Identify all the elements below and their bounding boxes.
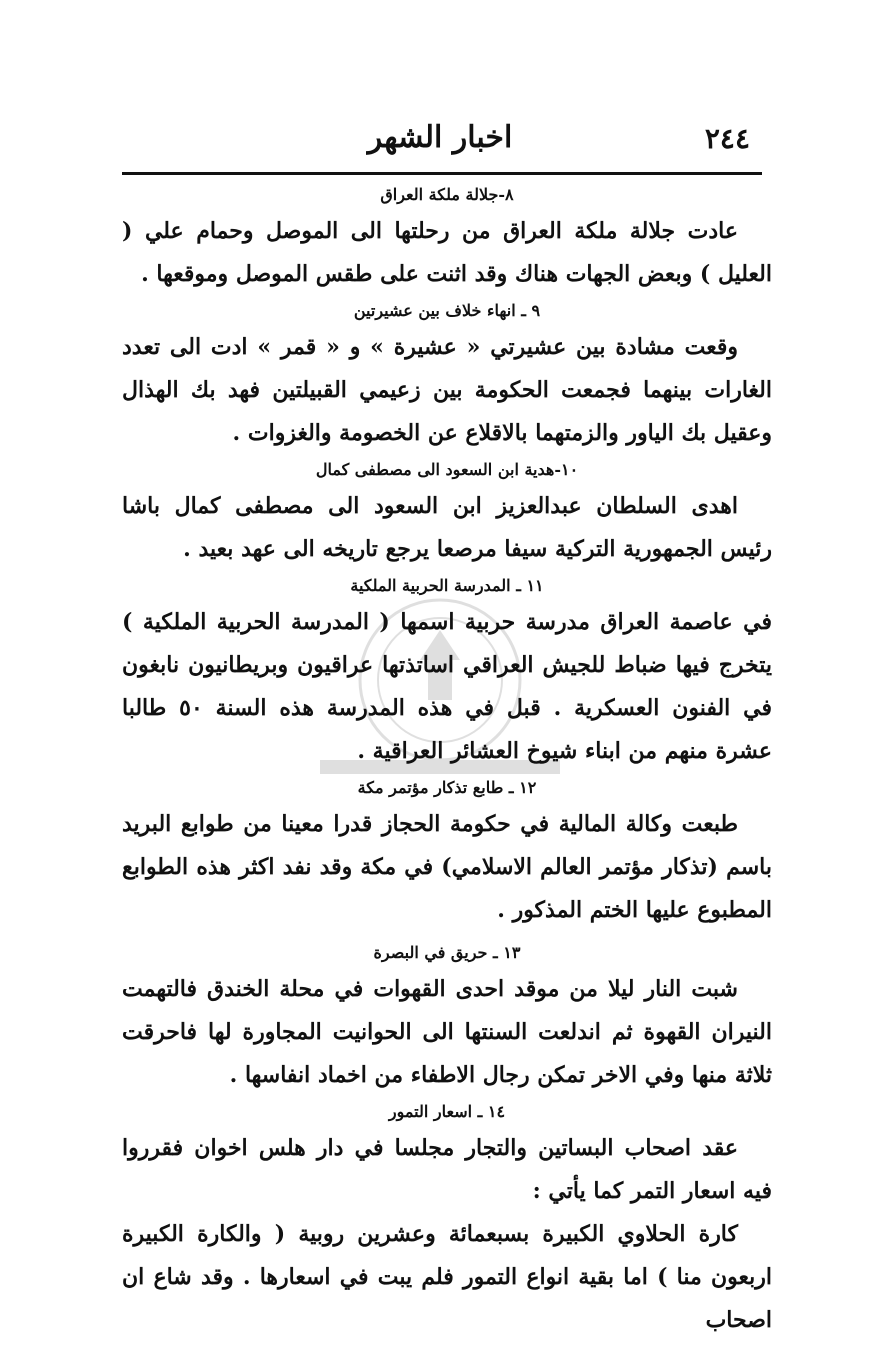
section-heading: ١٢ ـ طابع تذكار مؤتمر مكة	[357, 778, 537, 797]
news-item-military-school	[122, 571, 772, 773]
section-heading: ٨-جلالة ملكة العراق	[380, 185, 514, 204]
paragraph: شبت النار ليلا من موقد احدى القهوات في محلة الخندق فالتهمت النيران القهوة ثم اندلعت السنتها الى الحوانيت المجاورة لها فاحرقت ثلاثة منها وفي الاخر تمكن رجال الاطفاء من اخماد انفاسها .	[122, 976, 772, 1088]
header-rule	[122, 172, 762, 175]
news-item-date-prices	[122, 1097, 772, 1342]
paragraph: طبعت وكالة المالية في حكومة الحجاز قدرا معينا من طوابع البريد باسم (تذكار مؤتمر العالم الاسلامي) في مكة وقد نفد اكثر هذه الطوابع المطبوع عليها الختم المذكور .	[122, 811, 772, 923]
paragraph: وقعت مشادة بين عشيرتي « عشيرة » و « قمر » ادت الى تعدد الغارات بينهما فجمعت الحكومة بين زعيمي القبيلتين فهد بك الهذال وعقيل بك الياور والزمتهما بالاقلاع عن الخصومة والغزوات .	[122, 334, 772, 446]
news-item-tribes	[122, 296, 772, 455]
page-header	[120, 112, 760, 162]
running-title: اخبار الشهر	[367, 120, 513, 155]
section-heading: ١٠-هدية ابن السعود الى مصطفى كمال	[315, 460, 579, 479]
paragraph: اهدى السلطان عبدالعزيز ابن السعود الى مصطفى كمال باشا رئيس الجمهورية التركية سيفا مرصعا يرجع تاريخه الى عهد بعيد .	[122, 493, 772, 562]
page-number: ٢٤٤	[704, 122, 750, 155]
news-item-queen	[122, 180, 772, 296]
section-heading: ٩ ـ انهاء خلاف بين عشيرتين	[353, 301, 541, 320]
news-item-fire	[122, 938, 772, 1097]
paragraph: في عاصمة العراق مدرسة حربية اسمها ( المدرسة الحربية الملكية ) يتخرج فيها ضباط للجيش العراقي اساتذتها عراقيون وبريطانيون نابغون في الفنون العسكرية . قبل في هذه المدرسة هذه السنة ٥٠ طالبا عشرة منهم من ابناء شيوخ العشائر العراقية .	[122, 609, 773, 764]
news-item-gift	[122, 455, 772, 571]
news-item-stamps	[122, 773, 772, 932]
paragraph: عقد اصحاب البساتين والتجار مجلسا في دار هلس اخوان فقرروا فيه اسعار التمر كما يأتي :	[122, 1135, 772, 1204]
section-heading: ١٣ ـ حريق في البصرة	[373, 943, 521, 962]
section-heading: ١١ ـ المدرسة الحربية الملكية	[350, 576, 544, 595]
section-heading: ١٤ ـ اسعار التمور	[388, 1102, 506, 1121]
paragraph: كارة الحلاوي الكبيرة بسبعمائة وعشرين روبية ( والكارة الكبيرة اربعون منا ) اما بقية انواع التمور فلم يبت في اسعارها . وقد شاع ان اصحاب	[122, 1221, 772, 1333]
article-body	[122, 180, 772, 1342]
paragraph: عادت جلالة ملكة العراق من رحلتها الى الموصل وحمام علي ( العليل ) وبعض الجهات هناك وقد اثنت على طقس الموصل وموقعها .	[122, 218, 772, 287]
